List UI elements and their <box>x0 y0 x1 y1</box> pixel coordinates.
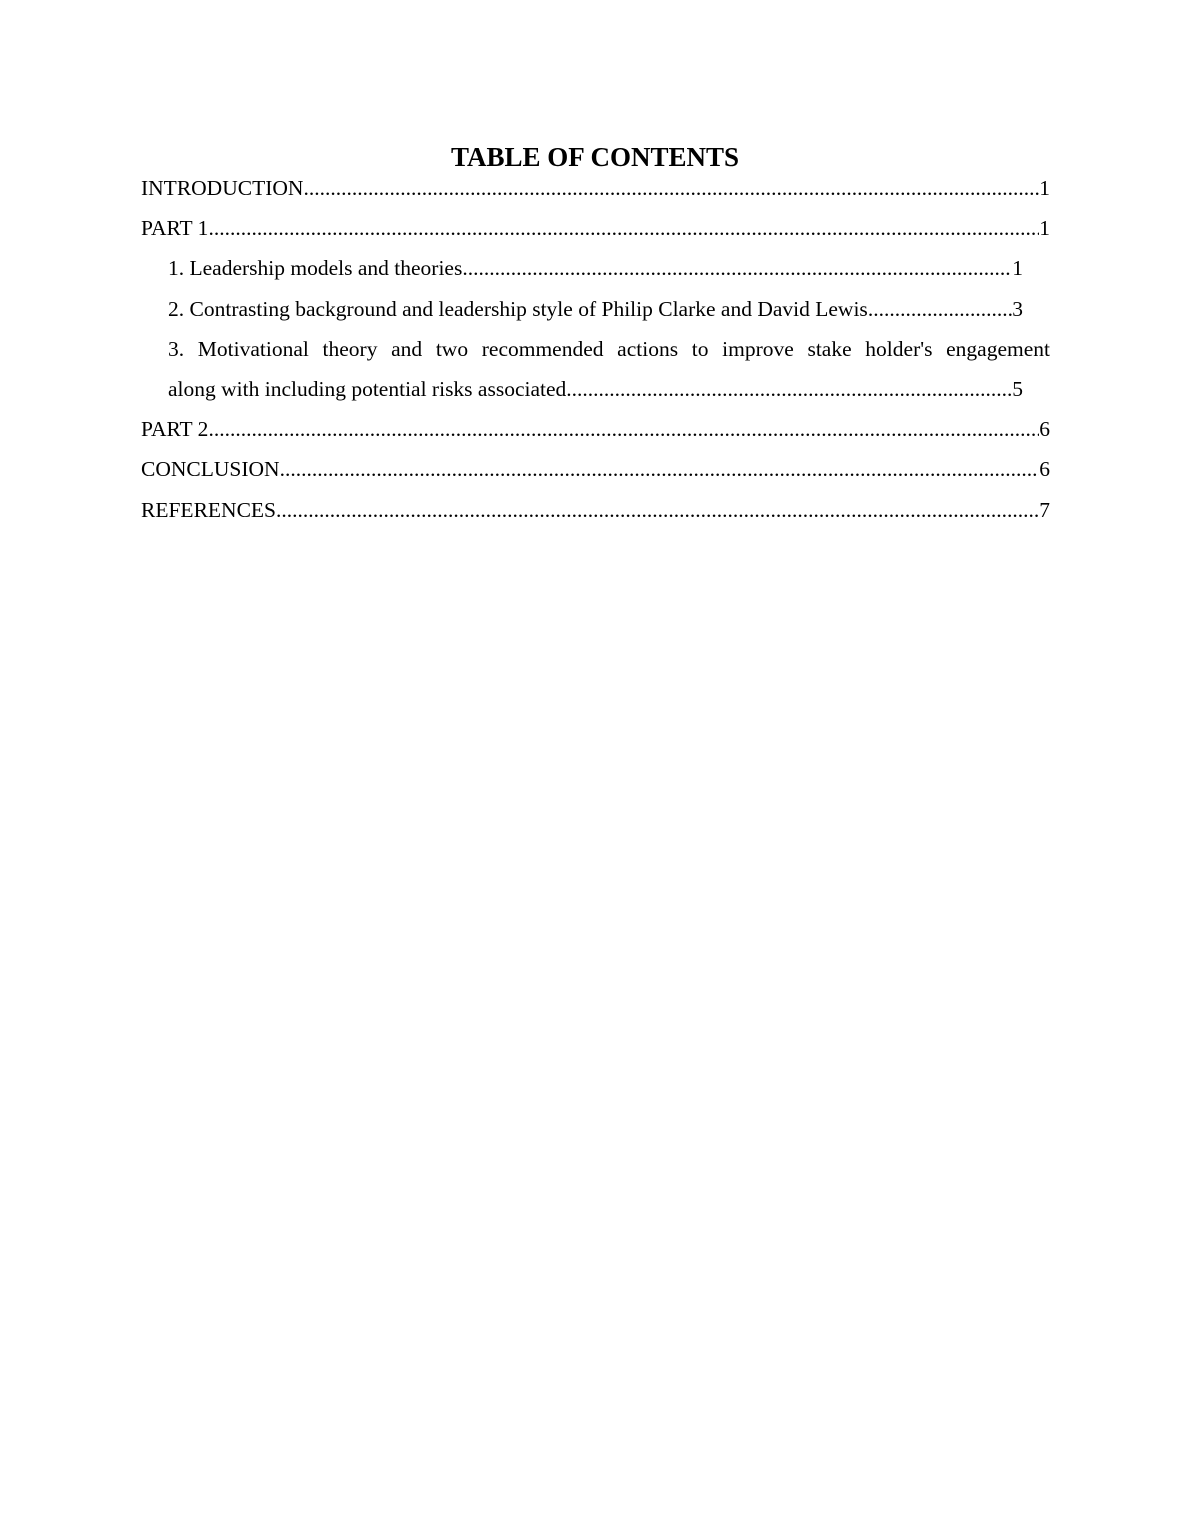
toc-dot-leader <box>276 490 1039 530</box>
toc-entry-part-2[interactable] <box>141 409 1050 449</box>
toc-page-number: 1 <box>1012 256 1023 281</box>
toc-entry-label: 2. Contrasting background and leadership style of Philip Clarke and David Lewis <box>168 296 868 321</box>
toc-title: TABLE OF CONTENTS <box>450 142 740 172</box>
toc-entry-label: REFERENCES <box>141 497 276 522</box>
toc-dot-leader <box>566 369 1012 409</box>
toc-entry-leadership-models[interactable] <box>168 248 1023 288</box>
toc-entry-contrasting-background[interactable] <box>168 289 1023 329</box>
toc-entry-references[interactable] <box>141 490 1050 530</box>
toc-entry-label: CONCLUSION <box>141 457 280 482</box>
toc-list <box>141 168 1050 530</box>
toc-dot-leader <box>208 409 1039 449</box>
toc-entry-label: 1. Leadership models and theories <box>168 256 463 281</box>
toc-entry-label-line-2: along with including potential risks associated <box>168 376 567 401</box>
toc-page-number: 6 <box>1039 457 1050 482</box>
toc-page-number: 1 <box>1039 216 1050 241</box>
toc-page-number: 7 <box>1039 497 1050 522</box>
toc-entry-motivational-theory[interactable] <box>168 329 1050 409</box>
toc-entry-label-line-1: 3. Motivational theory and two recommended actions to improve stake holder's engagement <box>168 336 1050 361</box>
toc-page-number: 3 <box>1012 296 1023 321</box>
toc-entry-label: PART 1 <box>141 216 209 241</box>
toc-entry-part-1[interactable] <box>141 208 1050 248</box>
toc-entry-conclusion[interactable] <box>141 449 1050 489</box>
toc-dot-leader <box>303 168 1039 208</box>
toc-dot-leader <box>208 208 1039 248</box>
toc-entry-last-line <box>168 369 1023 409</box>
toc-entry-introduction[interactable] <box>141 168 1050 208</box>
toc-dot-leader <box>868 289 1012 329</box>
toc-dot-leader <box>462 248 1012 288</box>
toc-dot-leader <box>280 449 1040 489</box>
toc-entry-label: PART 2 <box>141 417 209 442</box>
toc-page-number: 1 <box>1039 176 1050 200</box>
toc-page-number: 5 <box>1012 376 1023 401</box>
toc-entry-label: INTRODUCTION <box>141 176 304 200</box>
toc-page-number: 6 <box>1039 417 1050 442</box>
